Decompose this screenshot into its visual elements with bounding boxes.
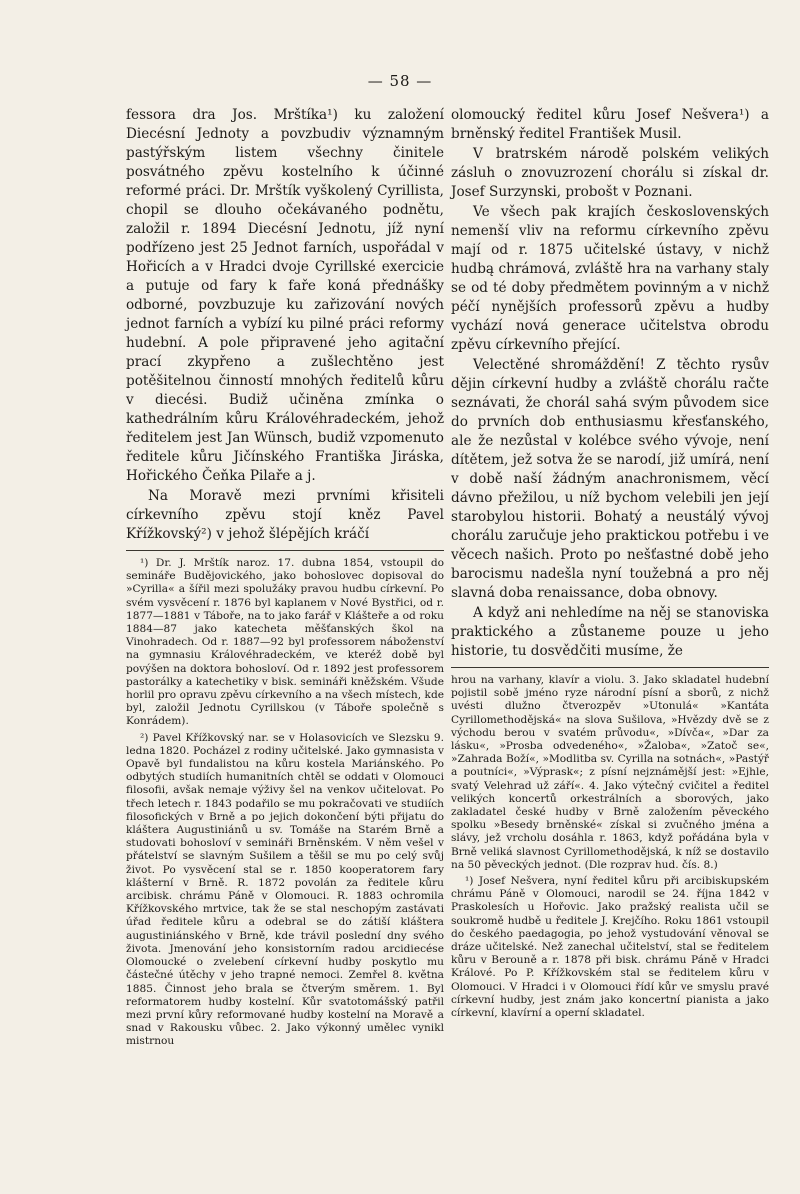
footnote: ¹) Josef Nešvera, nyní ředitel kůru při arcibiskupském chrámu Páně v Olomouci, narodil se 24. října 1842 v Praskolesích u Hořovic. Jako pražský realista učil se soukromě hudbě u ředitele J. Krejčího. Roku 1861 vstoupil do českého paedagogia, po jehož vystudování věnoval se dráze učitelské. Než zanechal učitelství, stal se ředitelem kůru v Berouně a r. 1878 při bisk. chrámu Páně v Hradci Králové. Po P. Křížkovském stal se ředitelem kůru v Olomouci. V Hradci i v Olomouci řídí kůr ve smyslu pravé církevní hudby, jest znám jako koncertní pianista a jako církevní, klavírní a operní skladatel. bbox=[451, 875, 769, 1020]
body-paragraph: fessora dra Jos. Mrštíka¹) ku založení Diecésní Jednoty a povzbudiv významným pastýřským listem všechny činitele posvátného zpěvu kostelního k účinné reformé práci. Dr. Mrštík vyškolený Cyrillista, chopil se dlouho očekávaného podnětu, založil r. 1894 Diecésní Jednotu, jíž nyní podřízeno jest 25 Jednot farních, uspořádal v Hořicích a v Hradci dvoje Cyrillské exercicie a putuje od fary k faře koná přednášky odborné, povzbuzuje ku zařizování nových jednot farních a vybízí ku pilné práci reformy hudební. A pole připravené jeho agitační prací zkypřeno a zušlechtěno jest potěšitelnou činností mnohých ředitelů kůru v diecési. Budiž učiněna zmínka o kathedrálním kůru Královéhradeckém, jehož ředitelem jest Jan Wünsch, budiž vzpomenuto ředitele kůru Jičínského Františka Jiráska, Hořického Čeňka Pilaře a j. bbox=[126, 107, 444, 484]
left-column bbox=[126, 106, 444, 1049]
body-paragraph: A když ani nehledíme na něj se stanoviska praktického a zůstaneme pouze u jeho historie, tu dosvědčiti musíme, že bbox=[451, 605, 769, 659]
left-footnotes bbox=[126, 557, 444, 1049]
right-body-text bbox=[451, 106, 769, 661]
left-body-text bbox=[126, 106, 444, 544]
right-footnotes bbox=[451, 674, 769, 1020]
body-paragraph: olomoucký ředitel kůru Josef Nešvera¹) a brněnský ředitel František Musil. bbox=[451, 107, 769, 142]
footnote: ¹) Dr. J. Mrštík naroz. 17. dubna 1854, vstoupil do semináře Budějovického, jako bohoslovec dopisoval do »Cyrilla« a šířil mezi spolužáky pravou hudbu církevní. Po svém vysvěcení r. 1876 byl kaplanem v Nové Bystřici, od r. 1877—1881 v Táboře, na to jako farář v Klášteře a od roku 1884—87 jako katecheta měšťanských škol na Vinohradech. Od r. 1887—92 byl professorem náboženství na gymnasiu Královéhradeckém, ve kteréž době byl povýšen na doktora bohosloví. Od r. 1892 jest professorem pastorálky a katechetiky v bisk. semináři kněžském. Všude horlil pro opravu zpěvu církevního a na všech místech, kde byl, založil Jednotu Cyrillskou (v Táboře společně s Konrádem). bbox=[126, 557, 444, 728]
page-number: — 58 — bbox=[367, 72, 433, 90]
body-paragraph: Na Moravě mezi prvními křisiteli církevního zpěvu stojí kněz Pavel Křížkovský²) v jehož šlépějích kráčí bbox=[126, 488, 444, 542]
body-paragraph: Ve všech pak krajích československých nemenší vliv na reformu církevního zpěvu mají od r. 1875 učitelské ústavy, v nichž hudbą chrámová, zvláště hra na varhany staly se od té doby předmětem povinným a v nichž péčí nynějších professorů zpěvu a hudby vychází nová generace učitelstva obrodu zpěvu církevního přející. bbox=[451, 204, 769, 353]
footnote-divider bbox=[126, 550, 444, 551]
body-paragraph: V bratrském národě polském velikých zásluh o znovuzrození chorálu si získal dr. Josef Surzynski, probošt v Poznani. bbox=[451, 146, 769, 200]
right-column bbox=[451, 106, 769, 1020]
body-paragraph: Velectěné shromáždění! Z těchto rysův dějin církevní hudby a zvláště chorálu račte seznávati, že chorál sahá svým původem sice do prvních dob enthusiasmu křesťanského, ale že nezůstal v kolébce svého vývoje, není dítětem, jež sotva že se narodí, již umírá, není v době naší žádným anachronismem, věcí dávno přežilou, u níž bychom velebili jen její starobylou historii. Bohatý a neustálý vývoj chorálu zaručuje jeho praktickou potřebu i ve věcech našich. Proto po nešťastné době jeho barocismu nadešla nyní toužebná a pro něj slavná doba renaissance, doba obnovy. bbox=[451, 357, 769, 601]
footnote-divider bbox=[451, 667, 769, 668]
footnote: ²) Pavel Křížkovský nar. se v Holasovicích ve Slezsku 9. ledna 1820. Pocházel z rodiny učitelské. Jako gymnasista v Opavě byl fundalistou na kůru kostela Mariánského. Po odbytých studiích humanitních chtěl se oddati v Olomouci filosofii, avšak nemaje výživy šel na venkov učitelovat. Po třech letech r. 1843 podařilo se mu pokračovati ve studiích filosofických v Brně a po jejich dokončení býti přijatu do kláštera Augustiniánů u sv. Tomáše na Starém Brně a studovati bohosloví v semináři Brněnském. V něm vešel v přátelství se slavným Sušilem a těšil se mu po celý svůj život. Po vysvěcení stal se r. 1850 kooperatorem fary klášterní v Brně. R. 1872 povolán za ředitele kůru arcibisk. chrámu Páně v Olomouci. R. 1883 ochromila Křížkovského mrtvice, tak že se stal neschopým zastávati úřad ředitele kůru a odebral se do zátiší kláštera augustiniánského v Brně, kde trávil poslední dny svého života. Jmenování jeho konsistorním radou arcidiecése Olomoucké o zvelebení církevní hudby poskytlo mu částečné útěchy v jeho trapné nemoci. Zemřel 8. května 1885. Činnost jeho brala se čtverým směrem. 1. Byl reformatorem hudby kostelní. Kůr svatotomášský patřil mezi první kůry reformované hudby kostelní na Moravě a snad v Rakousku vůbec. 2. Jako výkonný umělec vynikl mistrnou bbox=[126, 731, 444, 1048]
footnote-continuation: hrou na varhany, klavír a violu. 3. Jako skladatel hudební pojistil sobě jméno ryze národní písní a sborů, z nichž uvésti dlužno čtverozpěv »Utonulá« »Kantáta Cyrillomethodějská« na slova Sušilova, »Hvězdy dvě se z východu berou v svatém průvodu«, »Dívča«, »Dar za lásku«, »Prosba odvedeného«, »Žaloba«, »Zatoč se«, »Zahrada Boží«, »Modlitba sv. Cyrilla na sotnách«, »Pastýř a poutníci«, »Výprask«; z písní nejznámější jest: »Ejhle, svatý Velehrad už září«. 4. Jako výtečný cvičitel a ředitel velikých koncertů orkestrálních a sborových, jako zakladatel české hudby v Brně založením pěveckého spolku »Besedy brněnské« získal si zvučného jména a slávy, jež vrcholu dosáhla r. 1863, když pořádána byla v Brně veliká slavnost Cyrillomethodějská, k níž se dostavilo na 50 pěveckých jednot. (Dle rozprav hud. čís. 8.) bbox=[451, 674, 769, 871]
